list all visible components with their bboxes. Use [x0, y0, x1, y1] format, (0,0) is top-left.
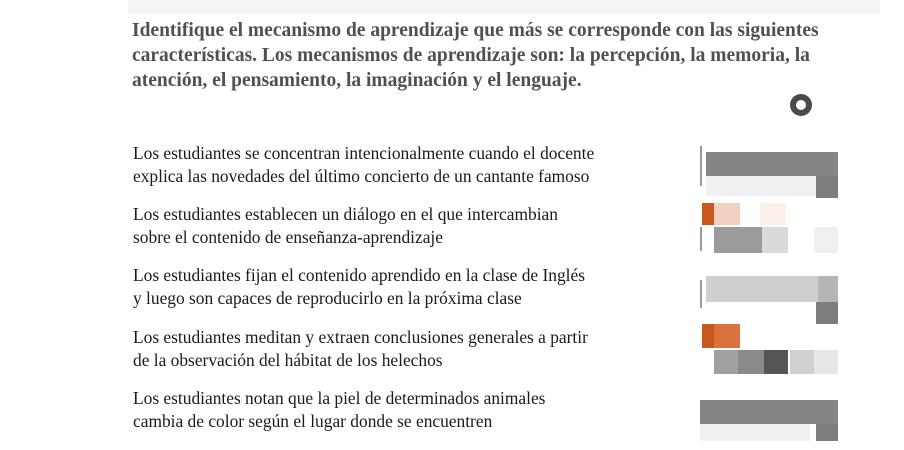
item-5-statement: [133, 387, 698, 433]
item-4-answer-dropdown[interactable]: [700, 324, 840, 376]
item-5-line-2: cambia de color según el lugar donde se encuentren: [133, 411, 493, 431]
question-prompt: Identifique el mecanismo de aprendizaje que más se corresponde con las siguientes características. Los mecanismos de aprendizaje son: la percepción, la memoria, la atención, el pensamiento, la imaginación y el lenguaje.: [132, 20, 819, 91]
item-1-answer-dropdown[interactable]: [700, 146, 840, 198]
item-5-line-1: Los estudiantes notan que la piel de determinados animales: [133, 388, 546, 408]
item-2-line-1: Los estudiantes establecen un diálogo en el que intercambian: [133, 204, 558, 224]
item-5-answer-dropdown[interactable]: [700, 398, 840, 450]
item-2-statement: [133, 203, 698, 249]
item-1-line-1: Los estudiantes se concentran intencionalmente cuando el docente: [133, 143, 595, 163]
item-3-line-1: Los estudiantes fijan el contenido aprendido en la clase de Inglés: [133, 265, 586, 285]
item-3-line-2: y luego son capaces de reproducirlo en la próxima clase: [133, 288, 522, 308]
item-2-answer-dropdown[interactable]: [700, 203, 840, 255]
item-1-line-2: explica las novedades del último concierto de un cantante famoso: [133, 166, 590, 186]
item-1-statement: [133, 142, 698, 188]
item-4-statement: [133, 326, 698, 372]
top-strip: [128, 0, 880, 14]
item-3-statement: [133, 264, 698, 310]
item-4-line-1: Los estudiantes meditan y extraen conclusiones generales a partir: [133, 327, 588, 347]
item-2-line-2: sobre el contenido de enseñanza-aprendizaje: [133, 227, 443, 247]
item-3-answer-dropdown[interactable]: [700, 276, 840, 328]
loading-spinner-icon: [790, 94, 812, 116]
item-4-line-2: de la observación del hábitat de los helechos: [133, 350, 443, 370]
